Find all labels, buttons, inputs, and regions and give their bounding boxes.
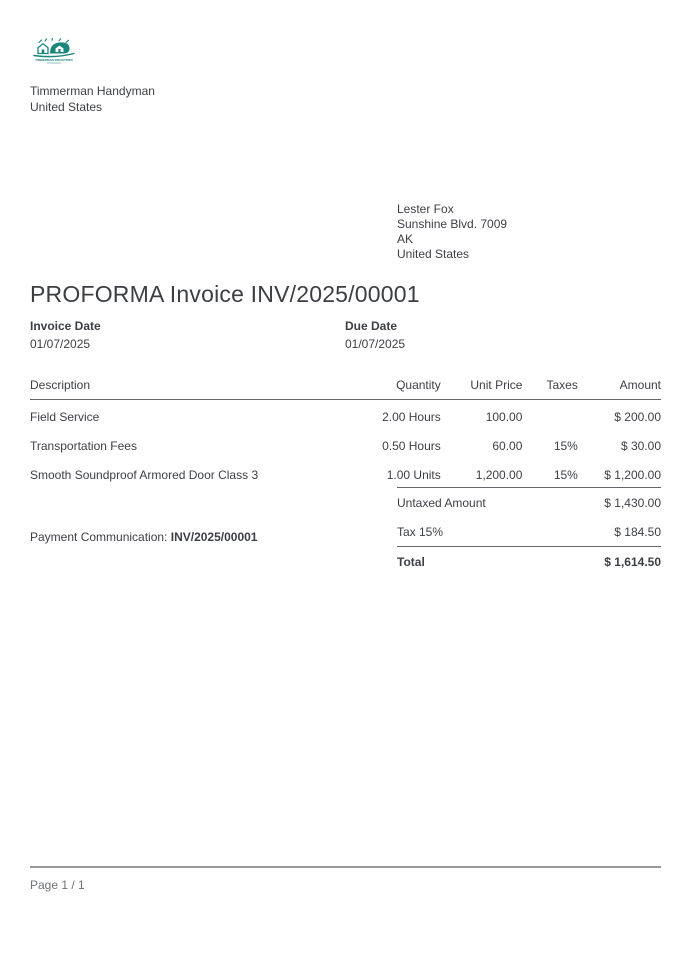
customer-name: Lester Fox [397, 202, 454, 216]
cell-quantity: 1.00 Units [386, 468, 441, 482]
totals-section [30, 487, 661, 576]
invoice-date-label: Invoice Date [30, 319, 101, 333]
seller-country: United States [30, 100, 103, 114]
cell-unit-price: 100.00 [485, 410, 523, 424]
payment-communication [30, 530, 397, 544]
payment-communication-label: Payment Communication: [30, 530, 168, 544]
due-date-block [345, 319, 660, 352]
table-row [30, 400, 661, 430]
cell-quantity: 0.50 Hours [382, 439, 441, 453]
seller-header [30, 0, 661, 115]
tax-label: Tax 15% [397, 525, 444, 539]
due-date-value: 01/07/2025 [345, 337, 406, 351]
customer-country: United States [397, 247, 470, 261]
total-value: $ 1,614.50 [604, 555, 661, 569]
header-unit-price: Unit Price [441, 378, 523, 400]
logo-tagline-bar [47, 62, 61, 63]
table-row [30, 429, 661, 458]
cell-description: Field Service [30, 410, 100, 424]
tax-row [397, 517, 661, 546]
invoice-dates-row [30, 319, 661, 352]
page-footer [30, 866, 661, 892]
cell-unit-price: 60.00 [492, 439, 523, 453]
line-items-table [30, 378, 661, 487]
header-quantity: Quantity [360, 378, 441, 400]
cell-unit-price: 1,200.00 [475, 468, 523, 482]
seller-name: Timmerman Handyman [30, 84, 155, 98]
totals-box [397, 487, 661, 576]
cell-description: Transportation Fees [30, 439, 137, 453]
cell-taxes [522, 400, 577, 430]
header-taxes: Taxes [522, 378, 577, 400]
page-indicator: Page 1 / 1 [30, 878, 85, 892]
due-date-label: Due Date [345, 319, 398, 333]
table-row [30, 458, 661, 487]
cell-description: Smooth Soundproof Armored Door Class 3 [30, 468, 259, 482]
cell-amount: $ 30.00 [620, 439, 661, 453]
cell-taxes: 15% [553, 468, 578, 482]
total-row [397, 546, 661, 576]
cell-taxes: 15% [553, 439, 578, 453]
customer-state: AK [397, 232, 414, 246]
header-amount: Amount [578, 378, 661, 400]
invoice-date-block [30, 319, 345, 352]
header-description: Description [30, 378, 360, 400]
tax-value: $ 184.50 [614, 525, 661, 539]
invoice-date-value: 01/07/2025 [30, 337, 91, 351]
table-header-row [30, 378, 661, 400]
untaxed-amount-row [397, 487, 661, 517]
customer-street: Sunshine Blvd. 7009 [397, 217, 508, 231]
cell-amount: $ 200.00 [614, 410, 661, 424]
invoice-title: PROFORMA Invoice INV/2025/00001 [30, 281, 420, 307]
cell-quantity: 2.00 Hours [382, 410, 441, 424]
company-logo-icon [30, 38, 78, 65]
payment-reference: INV/2025/00001 [170, 530, 258, 544]
total-label: Total [397, 555, 425, 569]
cell-amount: $ 1,200.00 [604, 468, 661, 482]
customer-address-block [397, 202, 661, 262]
untaxed-amount-value: $ 1,430.00 [604, 496, 661, 510]
logo-wordmark: TIMMERMAN INDUSTRIES [35, 57, 73, 62]
untaxed-amount-label: Untaxed Amount [397, 496, 486, 510]
